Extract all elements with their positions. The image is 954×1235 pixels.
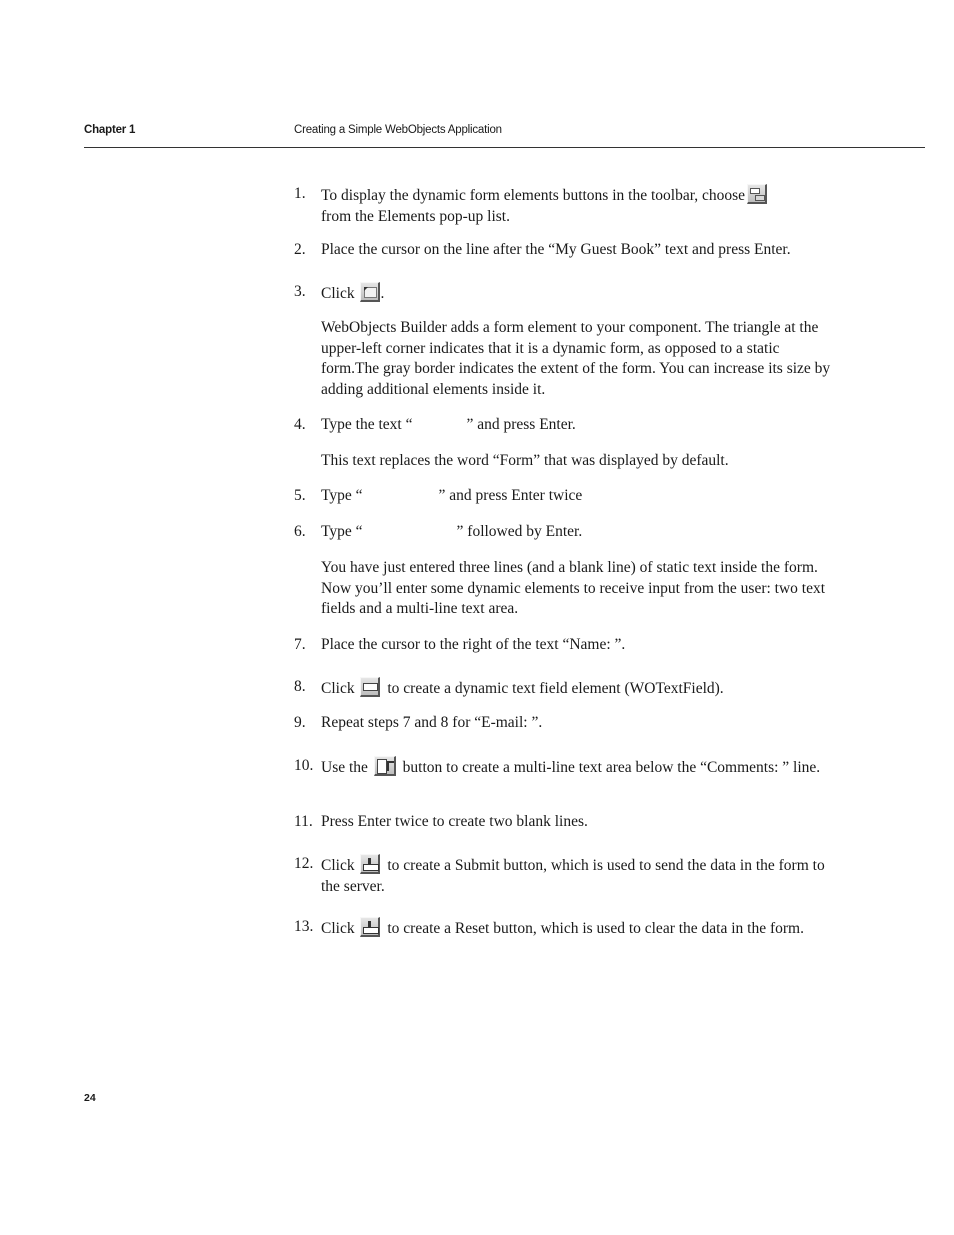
step-number: 7. <box>294 636 306 653</box>
step-13-post: to create a Reset button, which is used to clear the data in the form. <box>387 920 804 937</box>
step-1-pre: To display the dynamic form elements buttons in the toolbar, choose <box>321 187 746 204</box>
chapter-title: Creating a Simple WebObjects Application <box>294 124 502 136</box>
step-12-pre: Click <box>321 857 355 874</box>
step-number: 6. <box>294 523 306 540</box>
step-number: 8. <box>294 678 306 695</box>
step-1-text <box>321 184 836 227</box>
reset-button-icon <box>360 917 380 937</box>
step-number: 10. <box>294 757 314 774</box>
submit-button-icon <box>360 854 380 874</box>
step-13-pre: Click <box>321 920 355 937</box>
step-3-pre: Click <box>321 285 355 302</box>
chapter-label: Chapter 1 <box>84 124 136 136</box>
step-number: 1. <box>294 185 306 202</box>
step-number: 13. <box>294 918 314 935</box>
step-5-pre: Type “ <box>321 487 363 504</box>
step-number: 5. <box>294 487 306 504</box>
elements-popup-icon <box>747 184 767 204</box>
step-13-text <box>321 917 836 940</box>
step-4-pre: Type the text “ <box>321 416 413 433</box>
step-10-post: button to create a multi-line text area below the “Comments: ” line. <box>402 759 821 776</box>
form-icon <box>360 282 380 302</box>
static-text-paragraph: You have just entered three lines (and a blank line) of static text inside the form. Now you’ll enter some dynamic elements to receive input from the user: two text fields and a multi-line text area. <box>321 559 826 617</box>
step-2-text: Place the cursor on the line after the “My Guest Book” text and press Enter. <box>321 241 791 258</box>
step-11-text: Press Enter twice to create two blank lines. <box>321 813 588 830</box>
step-6-pre: Type “ <box>321 523 363 540</box>
step-number: 9. <box>294 714 306 731</box>
step-4-post: ” and press Enter. <box>466 416 576 433</box>
step-number: 11. <box>294 813 313 830</box>
step-number: 4. <box>294 416 306 433</box>
step-9-text: Repeat steps 7 and 8 for “E-mail: ”. <box>321 714 543 731</box>
step-3-post: . <box>380 285 385 302</box>
step-number: 2. <box>294 241 306 258</box>
step-1-post: from the Elements pop-up list. <box>321 207 510 225</box>
step-8-post: to create a dynamic text field element (WOTextField). <box>387 680 724 697</box>
step-5-post: ” and press Enter twice <box>438 487 583 504</box>
step-3-text <box>321 282 836 305</box>
step-8-text <box>321 677 836 700</box>
step-6-post: ” followed by Enter. <box>456 523 583 540</box>
step-5-text <box>321 486 836 507</box>
step-4-text <box>321 415 836 436</box>
text-field-icon <box>360 677 380 697</box>
step-8-pre: Click <box>321 680 355 697</box>
text-area-icon <box>374 756 396 776</box>
step-number: 12. <box>294 855 314 872</box>
replace-text-paragraph: This text replaces the word “Form” that was displayed by default. <box>321 452 729 469</box>
form-description-paragraph: WebObjects Builder adds a form element to your component. The triangle at the upper-left corner indicates that it is a dynamic form, as opposed to a static form.The gray border indicates the extent of the form. You can increase its size by adding additional elements inside it. <box>321 319 831 398</box>
step-6-text <box>321 522 836 543</box>
header-rule <box>84 147 925 148</box>
step-number: 3. <box>294 283 306 300</box>
page-number: 24 <box>84 1092 96 1104</box>
step-12-post: to create a Submit button, which is used to send the data in the form to the server. <box>321 857 825 895</box>
step-10-text <box>321 756 836 779</box>
step-12-text <box>321 854 836 897</box>
step-7-text: Place the cursor to the right of the text “Name: ”. <box>321 636 626 653</box>
step-10-pre: Use the <box>321 759 368 776</box>
